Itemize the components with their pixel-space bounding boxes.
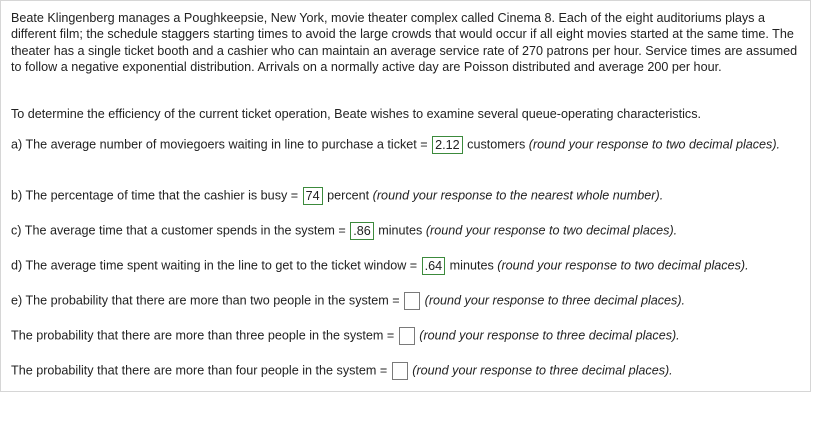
question-a-prefix: a) The average number of moviegoers waiting in line to purchase a ticket = (11, 137, 432, 152)
question-e1-prefix: e) The probability that there are more than two people in the system = (11, 293, 404, 308)
answer-e2-field[interactable] (399, 327, 415, 345)
question-b-note: (round your response to the nearest whole number). (372, 188, 664, 203)
question-b (11, 187, 663, 205)
question-e3-prefix: The probability that there are more than four people in the system = (11, 363, 391, 378)
question-e1-note: (round your response to three decimal places). (424, 293, 686, 308)
question-c-suffix: minutes (374, 223, 426, 238)
question-b-prefix: b) The percentage of time that the cashier is busy = (11, 188, 302, 203)
answer-a-field[interactable]: 2.12 (432, 136, 463, 154)
problem-intro: Beate Klingenberg manages a Poughkeepsie, New York, movie theater complex called Cinema 8. Each of the eight auditoriums plays a different film; the schedule staggers starting times to avoid the large crowds that would occur if all eight movies started at the same time. The theater has a single ticket booth and a cashier who can maintain an average service rate of 270 patrons per hour. Service times are assumed to follow a negative exponential distribution. Arrivals on a normally active day are Poisson distributed and average 200 per hour. (11, 11, 798, 75)
question-e2-note: (round your response to three decimal places). (419, 328, 680, 343)
answer-d-field[interactable]: .64 (422, 257, 446, 275)
question-a-suffix: customers (463, 137, 529, 152)
question-d (11, 257, 749, 275)
question-e2 (11, 327, 680, 345)
question-d-note: (round your response to two decimal places). (497, 258, 749, 273)
question-a-note: (round your response to two decimal places). (528, 137, 781, 152)
question-e1 (11, 292, 685, 310)
question-c-note: (round your response to two decimal places). (425, 223, 678, 238)
answer-e1-field[interactable] (404, 292, 420, 310)
problem-goal: To determine the efficiency of the current ticket operation, Beate wishes to examine several queue-operating characteristics. (11, 107, 701, 121)
question-d-suffix: minutes (446, 258, 498, 273)
question-a (11, 136, 781, 154)
question-e2-prefix: The probability that there are more than three people in the system = (11, 328, 398, 343)
question-d-prefix: d) The average time spent waiting in the line to get to the ticket window = (11, 258, 421, 273)
answer-b-field[interactable]: 74 (303, 187, 323, 205)
question-b-suffix: percent (323, 188, 373, 203)
question-c (11, 222, 677, 240)
question-c-prefix: c) The average time that a customer spends in the system = (11, 223, 350, 238)
answer-e3-field[interactable] (392, 362, 408, 380)
question-e3-note: (round your response to three decimal places). (412, 363, 673, 378)
question-e3 (11, 362, 673, 380)
answer-c-field[interactable]: .86 (350, 222, 374, 240)
question-content (11, 10, 801, 378)
